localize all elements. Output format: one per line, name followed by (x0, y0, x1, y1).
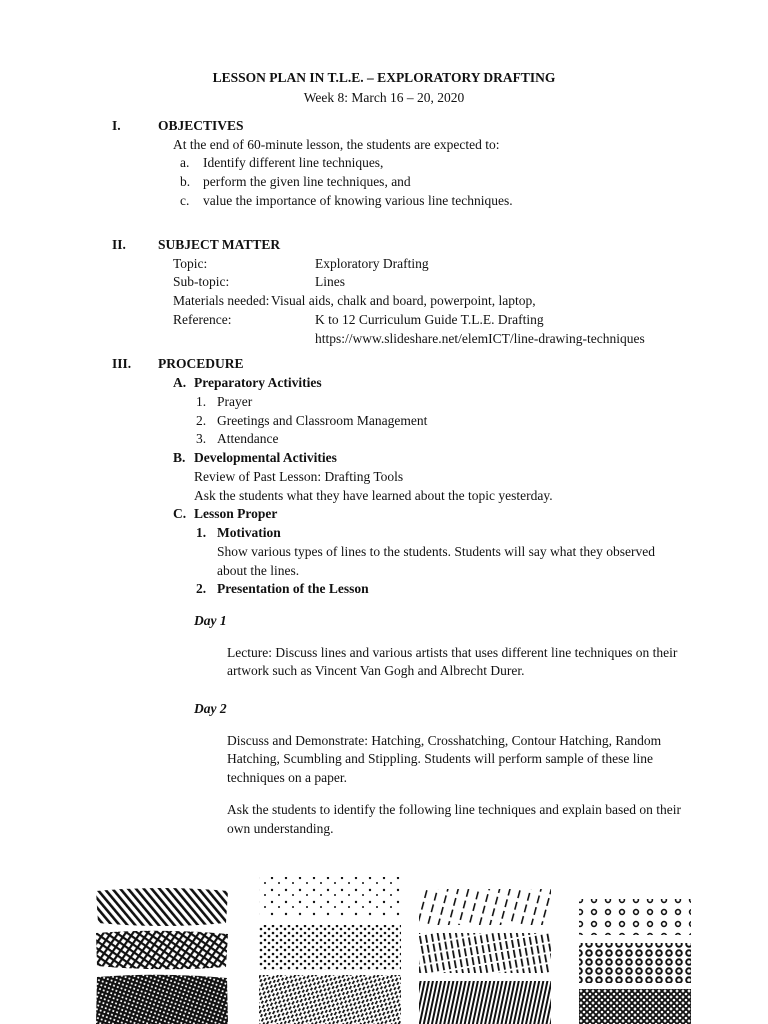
random-hatching-swatches-icon (415, 885, 555, 1024)
day2-text: Discuss and Demonstrate: Hatching, Crosshatching, Contour Hatching, Random (227, 733, 662, 748)
day2-text: own understanding. (227, 821, 334, 836)
objective-item: Identify different line techniques, (203, 155, 384, 170)
subtopic-value: Lines (315, 274, 345, 289)
motivation-text: Show various types of lines to the students. Students will say what they observed (217, 544, 655, 559)
subsection-marker: A. (173, 375, 187, 390)
reference-link[interactable]: https://www.slideshare.net/elemICT/line-drawing-techniques (315, 331, 645, 346)
subtopic-label: Sub-topic: (173, 274, 230, 289)
list-item: Prayer (217, 394, 253, 409)
day2-text: techniques on a paper. (227, 770, 347, 785)
objective-marker: b. (180, 174, 191, 189)
subsection-marker: B. (173, 450, 186, 465)
subsection-marker: C. (173, 506, 187, 521)
objectives-intro: At the end of 60-minute lesson, the students are expected to: (173, 137, 500, 152)
objective-marker: a. (180, 155, 190, 170)
objective-item: value the importance of knowing various line techniques. (203, 193, 513, 208)
reference-value: K to 12 Curriculum Guide T.L.E. Drafting (315, 312, 544, 327)
document-subtitle: Week 8: March 16 – 20, 2020 (303, 90, 465, 105)
day2-text: Ask the students to identify the following line techniques and explain based on their (227, 802, 682, 817)
section-number-procedure: III. (112, 356, 132, 371)
stippling-swatches-icon (255, 875, 405, 1024)
materials-value: Visual aids, chalk and board, powerpoint, laptop, (271, 293, 536, 308)
subsection-heading-developmental: Developmental Activities (194, 450, 337, 465)
step-heading-presentation: Presentation of the Lesson (217, 581, 369, 596)
day2-text: Hatching, Scumbling and Stippling. Students will perform sample of these line (227, 751, 653, 766)
objective-item: perform the given line techniques, and (203, 174, 411, 189)
objective-marker: c. (180, 193, 190, 208)
day1-text: artwork such as Vincent Van Gogh and Albrecht Durer. (227, 663, 525, 678)
section-heading-procedure: PROCEDURE (158, 356, 244, 371)
topic-label: Topic: (173, 256, 208, 271)
step-marker: 1. (196, 525, 207, 540)
review-line: Review of Past Lesson: Drafting Tools (194, 469, 404, 484)
list-marker: 1. (196, 394, 207, 409)
scumbling-swatches-icon (575, 895, 695, 1024)
section-heading-objectives: OBJECTIVES (158, 118, 244, 133)
list-marker: 2. (196, 413, 207, 428)
section-number-objectives: I. (112, 118, 121, 133)
list-item: Greetings and Classroom Management (217, 413, 428, 428)
materials-label: Materials needed: (173, 293, 270, 308)
list-marker: 3. (196, 431, 207, 446)
day1-text: Lecture: Discuss lines and various artists that uses different line techniques on their (227, 645, 678, 660)
step-heading-motivation: Motivation (217, 525, 281, 540)
subsection-heading-lesson-proper: Lesson Proper (194, 506, 278, 521)
day-heading: Day 1 (194, 613, 227, 628)
list-item: Attendance (217, 431, 279, 446)
reference-label: Reference: (173, 312, 232, 327)
motivation-text: about the lines. (217, 563, 300, 578)
hatching-swatches-icon (92, 885, 232, 1024)
step-marker: 2. (196, 581, 207, 596)
topic-value: Exploratory Drafting (315, 256, 429, 271)
subsection-heading-preparatory: Preparatory Activities (194, 375, 322, 390)
section-heading-subject-matter: SUBJECT MATTER (158, 237, 281, 252)
review-line: Ask the students what they have learned about the topic yesterday. (194, 488, 553, 503)
day-heading: Day 2 (194, 701, 227, 716)
document-title: LESSON PLAN IN T.L.E. – EXPLORATORY DRAFTING (212, 70, 556, 85)
section-number-subject-matter: II. (112, 237, 126, 252)
